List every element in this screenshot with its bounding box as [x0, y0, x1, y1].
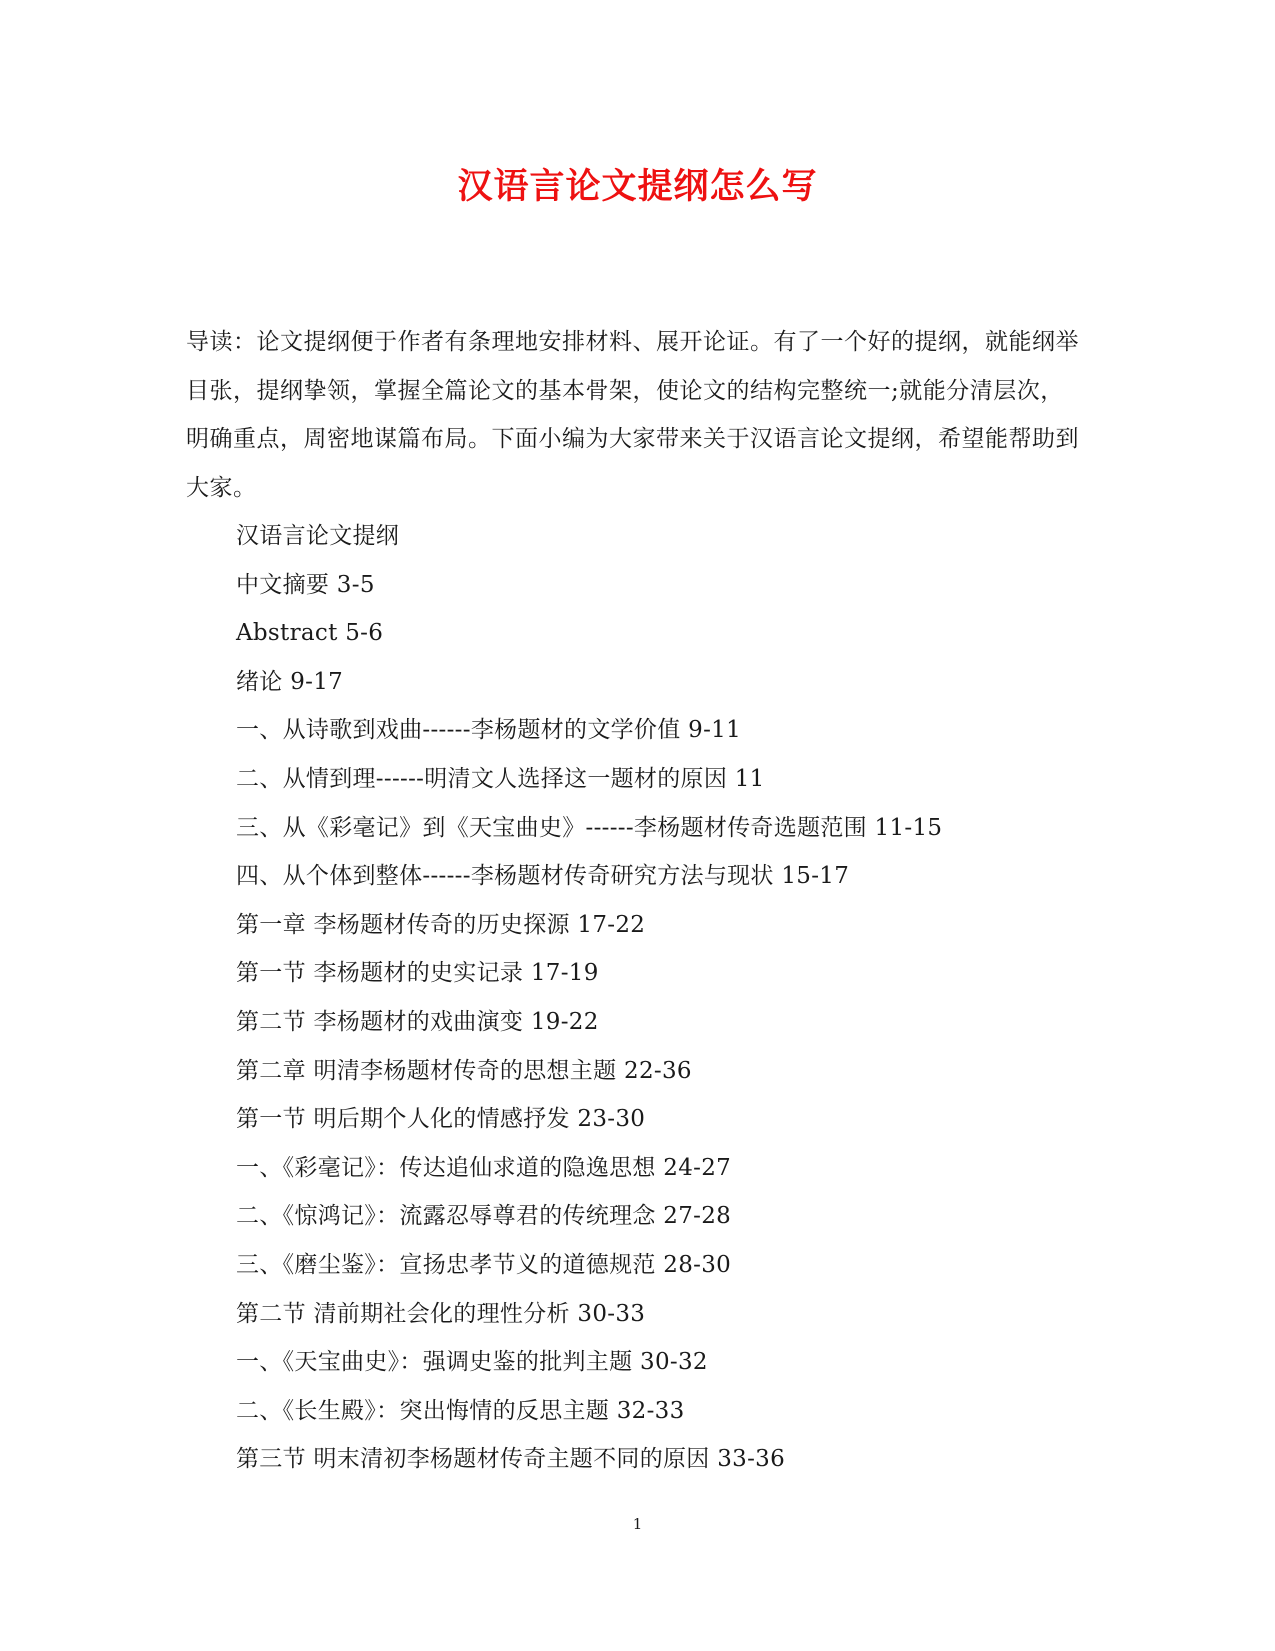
outline-item: Abstract 5-6 — [236, 620, 384, 647]
outline-item: 汉语言论文提纲 — [236, 523, 400, 549]
outline-item: 一、从诗歌到戏曲------李杨题材的文学价值 9-11 — [236, 717, 742, 744]
page-number: 1 — [632, 1515, 643, 1533]
outline-item: 中文摘要 3-5 — [236, 571, 375, 598]
outline-item: 第一章 李杨题材传奇的历史探源 17-22 — [236, 911, 646, 938]
outline-item: 第二节 李杨题材的戏曲演变 19-22 — [236, 1008, 599, 1035]
outline-item: 第一节 明后期个人化的情感抒发 23-30 — [236, 1106, 646, 1133]
outline-item: 三、《磨尘鉴》：宣扬忠孝节义的道德规范 28-30 — [236, 1251, 732, 1278]
outline-item: 一、《天宝曲史》：强调史鉴的批判主题 30-32 — [236, 1349, 708, 1376]
outline-list — [236, 512, 1096, 1484]
outline-item: 第二章 明清李杨题材传奇的思想主题 22-36 — [236, 1057, 692, 1084]
outline-item: 第三节 明末清初李杨题材传奇主题不同的原因 33-36 — [236, 1446, 786, 1473]
outline-item: 四、从个体到整体------李杨题材传奇研究方法与现状 15-17 — [236, 863, 850, 890]
outline-item: 三、从《彩毫记》到《天宝曲史》------李杨题材传奇选题范围 11-15 — [236, 814, 943, 841]
outline-item: 第一节 李杨题材的史实记录 17-19 — [236, 960, 599, 987]
intro-paragraph: 导读：论文提纲便于作者有条理地安排材料、展开论证。有了一个好的提纲，就能纲举目张，提纲挚领，掌握全篇论文的基本骨架，使论文的结构完整统一;就能分清层次，明确重点，周密地谋篇布局。下面小编为大家带来关于汉语言论文提纲，希望能帮助到大家。 — [186, 329, 1079, 501]
outline-item: 一、《彩毫记》：传达追仙求道的隐逸思想 24-27 — [236, 1154, 732, 1181]
outline-item: 二、《长生殿》：突出悔情的反思主题 32-33 — [236, 1397, 685, 1424]
outline-item: 绪论 9-17 — [236, 668, 344, 695]
document-title: 汉语言论文提纲怎么写 — [457, 166, 818, 207]
outline-item: 二、《惊鸿记》：流露忍辱尊君的传统理念 27-28 — [236, 1203, 732, 1230]
outline-item: 第二节 清前期社会化的理性分析 30-33 — [236, 1300, 646, 1327]
outline-item: 二、从情到理------明清文人选择这一题材的原因 11 — [236, 765, 765, 792]
